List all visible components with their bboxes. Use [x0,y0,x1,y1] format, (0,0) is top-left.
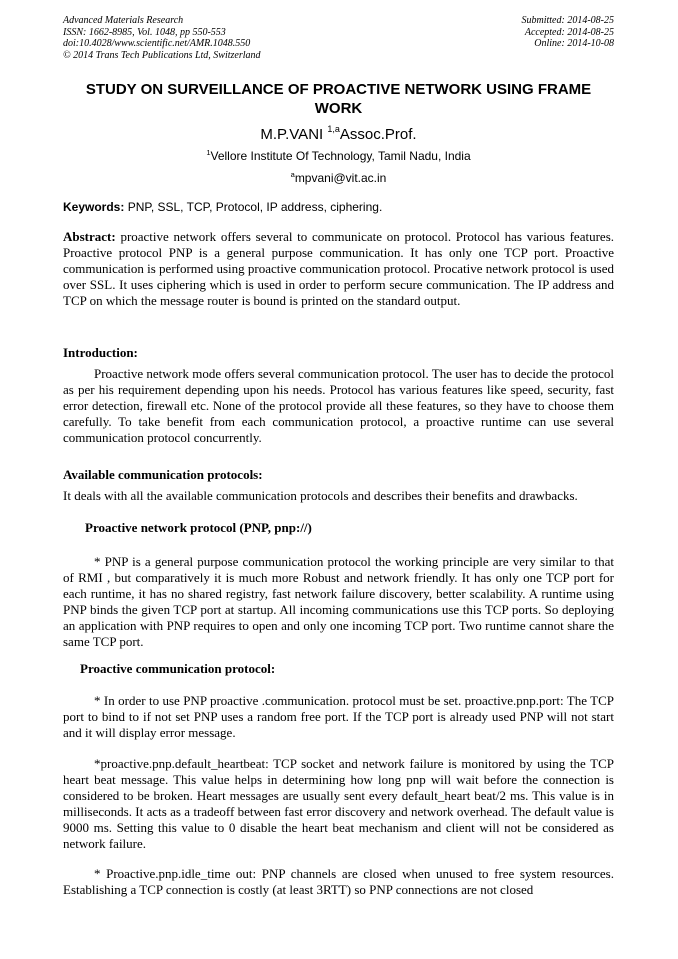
pcp-para-1 [63,693,614,741]
keywords-label: Keywords: [63,200,125,214]
introduction-text: Proactive network mode offers several communication protocol. The user has to decide the protocol as per his requirement depending upon his needs. Protocol has various features like speed, security, fast error detection, firewall etc. None of the protocol provide all these features, so they have to choose them carefully. To take benefit from each communication protocol, a proactive runtime can use several communication protocol concurrently. [63,366,614,445]
abstract-label: Abstract: [63,229,116,244]
pcp-para-2 [63,756,614,852]
author-name: M.P.VANI [260,126,324,143]
available-body [63,488,614,504]
journal-issn: ISSN: 1662-8985, Vol. 1048, pp 550-553 [63,26,226,38]
author-role: Assoc.Prof. [339,126,417,143]
keywords [63,200,614,214]
pnp-text: * PNP is a general purpose communication protocol the working principle are very similar to that of RMI , but comparatively it is much more Robust and network friendly. It has only one TCP port for each runtime, it has no shared registry, fast network failure discovery, better scalability. A runtime using PNP binds the given TCP port at startup. All incoming communications use this TCP ports. So deploying an application with PNP requires to open and only one incoming TCP port. Two runtime cannot share the same TCP port. [63,554,614,649]
author-superscript: 1,a [327,124,340,134]
pcp-para-3-text: * Proactive.pnp.idle_time out: PNP channels are closed when unused to free system resources. Establishing a TCP connection is costly (at least 3RTT) so PNP connections are not closed [63,866,614,897]
author-line [63,124,614,143]
available-text: It deals with all the available communication protocols and describes their benefits and drawbacks. [63,488,578,503]
journal-doi: doi:10.4028/www.scientific.net/AMR.1048.550 [63,38,251,49]
introduction-body [63,366,614,446]
abstract [63,229,614,309]
affiliation [63,148,614,163]
journal-name: Advanced Materials Research [63,15,184,26]
pcp-para-2-text: *proactive.pnp.default_heartbeat: TCP socket and network failure is monitored by using the TCP heart beat message. This value helps in determining how long pnp will wait before the connection is considered to be broken. Heart messages are usually sent every default_heart beat/2 ms. This value is in milliseconds. It acts as a tradeoff between fast error discovery and network overhead. The default value is 9000 ms. Setting this value to 0 disable the heart beat mechanism and client will not be considered as network failure. [63,756,614,851]
pnp-body [63,554,614,650]
email-superscript: a [290,170,295,179]
pcp-para-3 [63,866,614,898]
pnp-heading: Proactive network protocol (PNP, pnp://) [85,520,312,535]
paper-title-line-1: STUDY ON SURVEILLANCE OF PROACTIVE NETWORK USING FRAME [85,81,592,98]
author-email [63,170,614,185]
introduction-heading: Introduction: [63,345,138,360]
affiliation-superscript: 1 [206,148,211,157]
affiliation-text: Vellore Institute Of Technology, Tamil Nadu, India [210,149,471,163]
publication-dates [522,15,615,50]
journal-copyright: © 2014 Trans Tech Publications Ltd, Switzerland [63,49,261,61]
abstract-text: proactive network offers several to communicate on protocol. Protocol has various features. Proactive protocol PNP is a general purpose communication. It has only one TCP port. Proactive communication is performed using proactive communication protocol. Procative network protocol is used over SSL. It uses ciphering which is used in order to perform secure communication. The IP address and TCP on which the message router is bound is printed on the standard output. [63,229,614,308]
available-heading: Available communication protocols: [63,467,263,482]
pcp-heading: Proactive communication protocol: [80,661,276,676]
submitted-date: Submitted: 2014-08-25 [521,15,614,26]
online-date: Online: 2014-10-08 [534,38,614,49]
paper-title-line-2: WORK [314,100,363,117]
paper-title [63,80,614,118]
journal-info [63,15,261,61]
pcp-para-1-text: * In order to use PNP proactive .communication. protocol must be set. proactive.pnp.port: The TCP port to bind to if not set PNP uses a random free port. If the TCP port is already used PNP will not start and it will display error message. [63,693,614,740]
email-text: mpvani@vit.ac.in [294,171,387,185]
accepted-date: Accepted: 2014-08-25 [524,26,614,38]
keywords-text: PNP, SSL, TCP, Protocol, IP address, ciphering. [124,200,383,214]
